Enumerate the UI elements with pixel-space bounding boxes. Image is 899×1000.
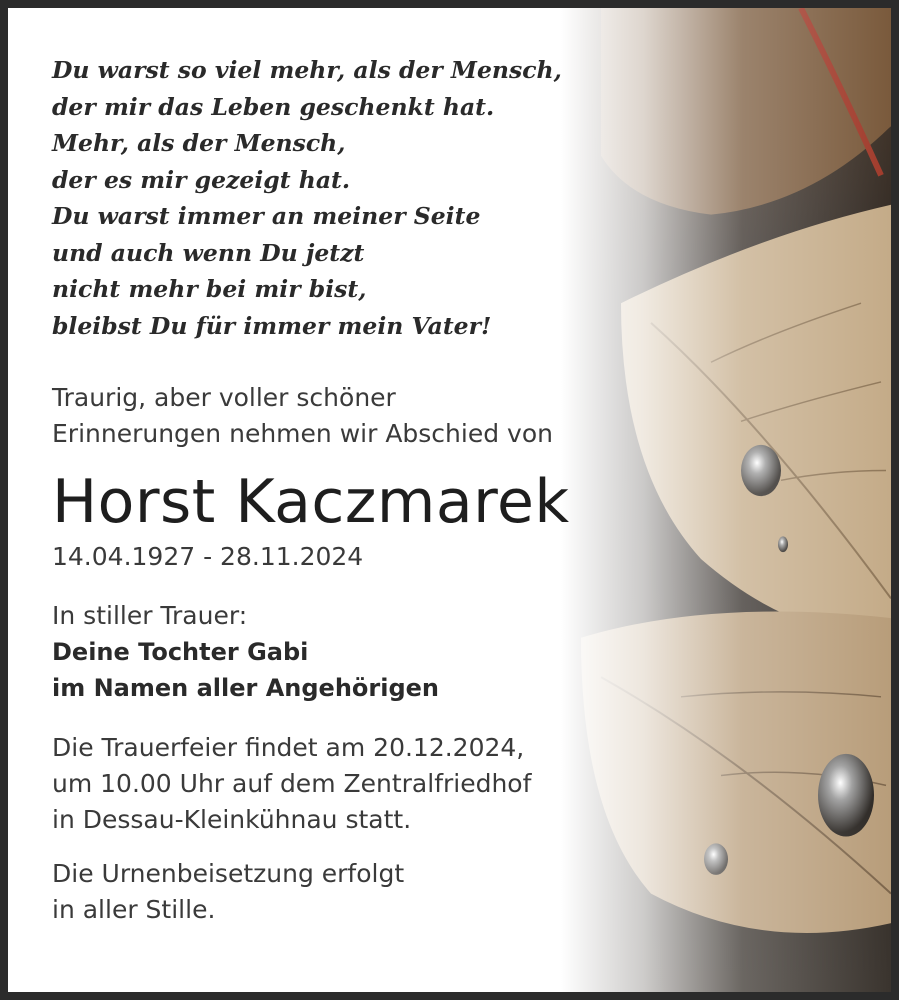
poem-line: und auch wenn Du jetzt <box>52 238 365 267</box>
urn-line: in aller Stille. <box>52 895 216 924</box>
ceremony-info <box>52 730 632 838</box>
mourner-line: Deine Tochter Gabi <box>52 638 309 666</box>
farewell-intro <box>52 380 632 452</box>
poem <box>52 52 632 344</box>
mourners <box>52 598 632 706</box>
intro-line: Traurig, aber voller schöner <box>52 383 396 412</box>
poem-line: Mehr, als der Mensch, <box>52 129 346 157</box>
life-dates: 14.04.1927 - 28.11.2024 <box>52 542 364 571</box>
ceremony-line: um 10.00 Uhr auf dem Zentralfriedhof <box>52 769 532 798</box>
poem-line: Du warst so viel mehr, als der Mensch, <box>52 56 562 84</box>
ceremony-line: in Dessau-Kleinkühnau statt. <box>52 805 412 834</box>
ceremony-line: Die Trauerfeier findet am 20.12.2024, <box>52 733 525 762</box>
mourner-line: im Namen aller Angehörigen <box>52 674 440 702</box>
deceased-name: Horst Kaczmarek <box>52 467 570 537</box>
poem-line: der es mir gezeigt hat. <box>52 165 351 194</box>
poem-line: Du warst immer an meiner Seite <box>52 202 481 230</box>
poem-line: nicht mehr bei mir bist, <box>52 275 367 303</box>
obituary-text <box>52 52 632 928</box>
poem-line: der mir das Leben geschenkt hat. <box>52 92 495 121</box>
urn-line: Die Urnenbeisetzung erfolgt <box>52 859 405 888</box>
intro-line: Erinnerungen nehmen wir Abschied von <box>52 419 553 448</box>
poem-line: bleibst Du für immer mein Vater! <box>52 311 492 340</box>
urn-info <box>52 856 632 928</box>
mourners-label: In stiller Trauer: <box>52 601 248 630</box>
